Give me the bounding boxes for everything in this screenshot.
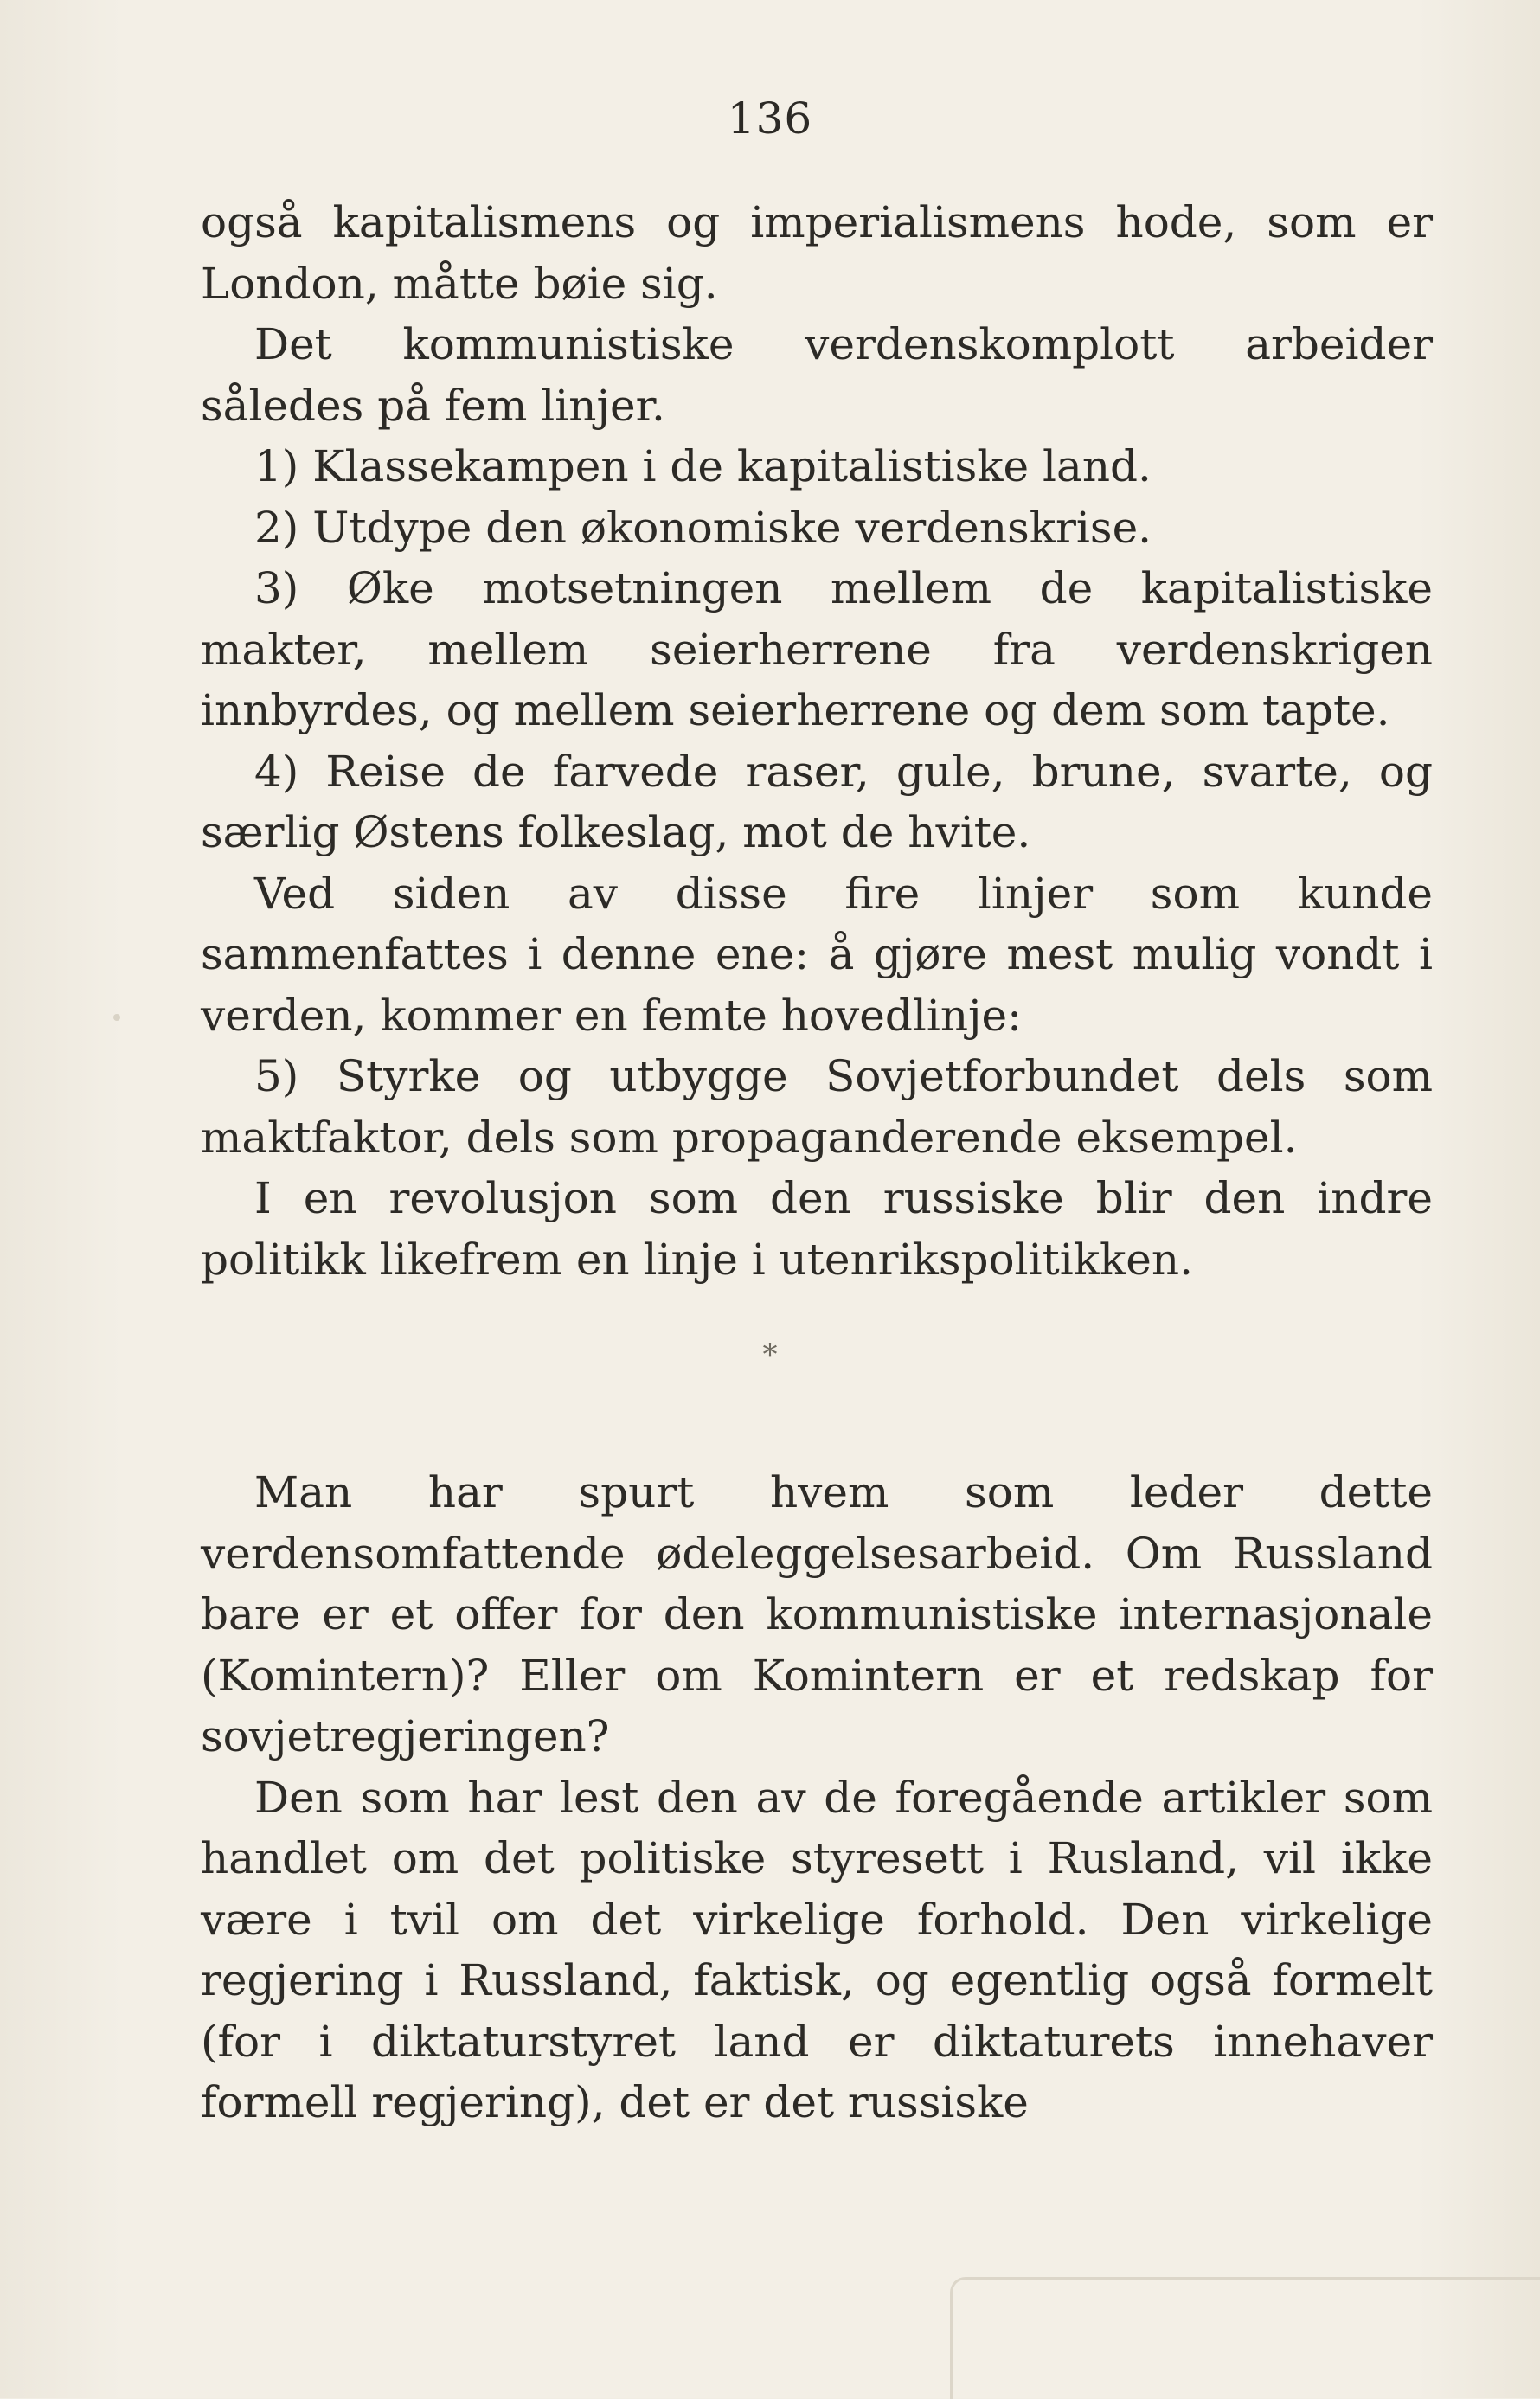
text-section-2: [201, 1462, 1433, 2133]
list-item-1: 1) Klassekampen i de kapitalistiske land.: [254, 441, 1152, 491]
list-item-2: 2) Utdype den økonomiske verdenskrise.: [254, 502, 1152, 553]
text-section-1: [201, 192, 1433, 1290]
paper-speck: [113, 1014, 120, 1021]
paragraph-fifth-line-intro: Ved siden av disse fire linjer som kunde sammenfattes i denne ene: å gjøre mest mulig vondt i verden, kommer en femte hovedlinje:: [201, 868, 1433, 1041]
list-item-3: 3) Øke motsetningen mellem de kapitalistiske makter, mellem seierherrene fra verdenskrigen innbyrdes, og mellem seierherrene og dem som tapte.: [201, 563, 1433, 735]
list-item-5: 5) Styrke og utbygge Sovjetforbundet dels som maktfaktor, dels som propaganderende eksempel.: [201, 1051, 1433, 1163]
paper-edge-mark: [950, 2277, 1540, 2399]
paragraph-continuation: også kapitalismens og imperialismens hode, som er London, måtte bøie sig.: [201, 197, 1433, 309]
section-separator-asterisk: *: [762, 1337, 778, 1372]
paragraph-five-lines: Det kommunistiske verdenskomplott arbeider således på fem linjer.: [201, 319, 1433, 431]
paragraph-question: Man har spurt hvem som leder dette verdensomfattende ødeleggelsesarbeid. Om Russland bare er et offer for den kommunistiske internasjonale (Komintern)? Eller om Komintern er et redskap for sovjetregjeringen?: [201, 1467, 1433, 1761]
paragraph-answer: Den som har lest den av de foregående artikler som handlet om det politiske styresett i Rusland, vil ikke være i tvil om det virkelige forhold. Den virkelige regjering i Russland, faktisk, og egentlig også formelt (for i diktaturstyret land er diktaturets innehaver formell regjering), det er det russiske: [201, 1772, 1433, 2127]
list-item-4: 4) Reise de farvede raser, gule, brune, svarte, og særlig Østens folkeslag, mot de hvite.: [201, 746, 1433, 857]
paragraph-revolution: I en revolusjon som den russiske blir den indre politikk likefrem en linje i utenrikspolitikken.: [201, 1173, 1433, 1285]
page-number: 136: [727, 93, 813, 144]
